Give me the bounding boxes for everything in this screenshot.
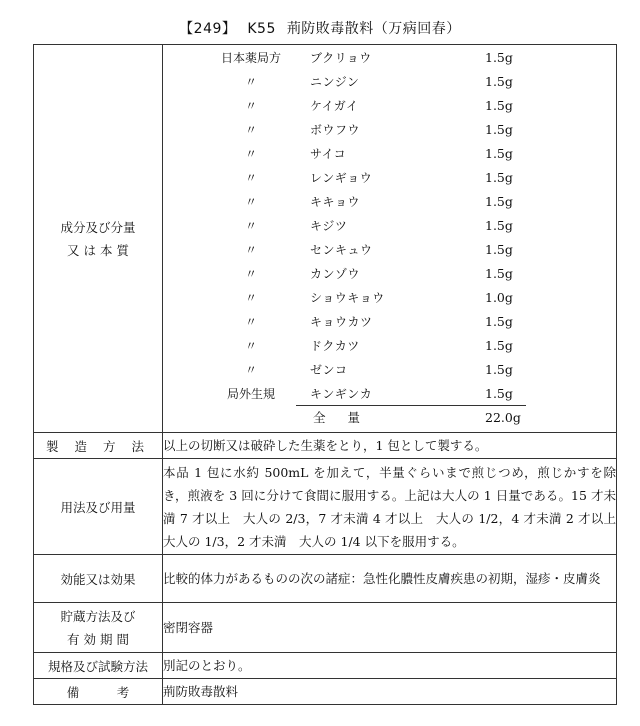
- specification-text: 別記のとおり。: [163, 658, 251, 673]
- dosage-label: [34, 459, 163, 555]
- ingredient-row: [163, 358, 616, 382]
- ingredient-amount: 1.5g: [485, 242, 513, 257]
- dosage-text: 本品 1 包に水約 500mL を加えて，半量ぐらいまで煎じつめ，煎じかすを除き，煎液を 3 回に分けて食間に服用する。上記は大人の 1 日量である。15 才未満 7 才以上 大人の 2/3，7 才未満 4 才以上 大人の 1/2，4 才未満 2 才以上 大人の 1/3，2 才未満 大人の 1/4 以下を服用する。: [163, 464, 629, 549]
- manufacturing-row: [34, 433, 617, 459]
- specification-label: [34, 653, 163, 679]
- monograph-table: [33, 44, 629, 705]
- ingredient-amount: 1.5g: [485, 266, 513, 281]
- ingredient-standard: 〃: [244, 123, 257, 137]
- ingredient-name: ケイガイ: [310, 99, 359, 113]
- ingredient-standard: 〃: [244, 99, 257, 113]
- ingredient-standard: 〃: [244, 171, 257, 185]
- ingredient-name: レンギョウ: [310, 171, 373, 185]
- ingredient-standard: 〃: [244, 243, 257, 257]
- ingredient-amount: 1.5g: [485, 50, 513, 65]
- ingredient-amount: 1.5g: [485, 98, 513, 113]
- ingredients-row: [34, 45, 617, 433]
- manufacturing-text: 以上の切断又は破砕した生薬をとり，1 包として製する。: [163, 438, 488, 453]
- total-label: [313, 406, 360, 430]
- dosage-content: [163, 459, 629, 555]
- ingredient-row: [163, 334, 616, 358]
- manufacturing-label: [34, 433, 163, 459]
- efficacy-text: 比較的体力があるものの次の諸症：急性化膿性皮膚疾患の初期，湿疹・皮膚炎: [163, 571, 601, 586]
- ingredient-row: [163, 310, 616, 334]
- specification-content: [163, 653, 617, 679]
- ingredient-name: ゼンコ: [310, 363, 348, 377]
- ingredient-name: ボウフウ: [310, 123, 361, 137]
- page-title: [0, 18, 640, 38]
- remarks-content: [163, 679, 617, 705]
- ingredient-row: [163, 70, 616, 94]
- specification-label-text: 規格及び試験方法: [47, 658, 148, 674]
- manufacturing-label-text: 製 造 方 法: [46, 438, 150, 454]
- ingredient-list: [163, 45, 616, 432]
- storage-label-line1: 貯蔵方法及び: [60, 608, 136, 624]
- ingredients-label-line1: 成分及び分量: [60, 219, 136, 235]
- ingredient-amount: 1.5g: [485, 338, 513, 353]
- storage-label: [34, 603, 163, 653]
- ingredient-row: [163, 262, 616, 286]
- ingredient-amount: 1.5g: [485, 194, 513, 209]
- ingredient-name: キンギンカ: [310, 387, 373, 401]
- remarks-text: 荊防敗毒散料: [163, 684, 239, 699]
- efficacy-label: [34, 555, 163, 603]
- ingredient-row: [163, 46, 616, 70]
- title-name: 荊防敗毒散料（万病回春）: [286, 21, 461, 37]
- ingredient-row: [163, 118, 616, 142]
- ingredient-name: キョウカツ: [310, 315, 373, 329]
- ingredient-row: [163, 166, 616, 190]
- ingredient-standard: 〃: [244, 219, 257, 233]
- ingredient-row: [163, 382, 616, 406]
- dosage-label-text: 用法及び用量: [60, 499, 136, 515]
- ingredient-standard: 日本薬局方: [220, 51, 281, 65]
- ingredient-standard: 〃: [244, 339, 257, 353]
- ingredient-amount: 1.5g: [485, 218, 513, 233]
- total-row: [163, 406, 616, 430]
- storage-row: [34, 603, 617, 653]
- ingredients-label-line2: 又 は 本 質: [67, 242, 129, 258]
- ingredient-name: センキュウ: [310, 243, 373, 257]
- specification-row: [34, 653, 617, 679]
- ingredient-row: [163, 94, 616, 118]
- storage-text: 密閉容器: [163, 620, 214, 635]
- ingredient-standard: 〃: [244, 75, 257, 89]
- ingredient-name: ドクカツ: [310, 339, 360, 353]
- remarks-label: [34, 679, 163, 705]
- ingredient-amount: 1.5g: [485, 122, 513, 137]
- ingredient-name: キキョウ: [310, 195, 361, 209]
- ingredients-cell: [163, 45, 617, 433]
- ingredient-amount: 1.5g: [485, 74, 513, 89]
- ingredient-name: ブクリョウ: [310, 51, 372, 65]
- total-label-a: 全: [313, 410, 326, 425]
- title-code: K55: [247, 21, 276, 37]
- efficacy-label-text: 効能又は効果: [60, 571, 136, 587]
- ingredient-standard: 〃: [244, 291, 257, 305]
- total-amount: 22.0g: [485, 410, 521, 425]
- ingredient-standard: 〃: [244, 195, 257, 209]
- ingredient-name: ショウキョウ: [310, 291, 385, 305]
- remarks-label-text: 備 考: [66, 684, 130, 700]
- ingredient-amount: 1.5g: [485, 362, 513, 377]
- efficacy-content: [163, 555, 617, 603]
- efficacy-row: [34, 555, 617, 603]
- ingredient-standard: 〃: [244, 267, 257, 281]
- title-number: 【249】: [179, 21, 237, 37]
- dosage-row: [34, 459, 617, 555]
- storage-label-line2: 有 効 期 間: [67, 631, 129, 647]
- ingredient-row: [163, 238, 616, 262]
- ingredient-amount: 1.5g: [485, 146, 513, 161]
- ingredients-label-cell: [34, 45, 163, 433]
- ingredient-standard: 〃: [244, 363, 257, 377]
- ingredient-name: ニンジン: [310, 75, 360, 89]
- ingredient-name: カンゾウ: [310, 267, 361, 281]
- total-label-b: 量: [347, 410, 361, 425]
- ingredient-row: [163, 142, 616, 166]
- ingredient-name: キジツ: [310, 219, 348, 233]
- ingredient-row: [163, 214, 616, 238]
- ingredient-standard: 局外生規: [226, 387, 275, 401]
- ingredient-standard: 〃: [244, 147, 257, 161]
- storage-content: [163, 603, 617, 653]
- ingredient-amount: 1.5g: [485, 170, 513, 185]
- ingredient-amount: 1.5g: [485, 386, 513, 401]
- ingredient-name: サイコ: [310, 147, 347, 161]
- ingredient-row: [163, 190, 616, 214]
- ingredient-row: [163, 286, 616, 310]
- ingredient-amount: 1.5g: [485, 314, 513, 329]
- manufacturing-content: [163, 433, 617, 459]
- remarks-row: [34, 679, 617, 705]
- ingredient-amount: 1.0g: [485, 290, 513, 305]
- ingredient-standard: 〃: [244, 315, 257, 329]
